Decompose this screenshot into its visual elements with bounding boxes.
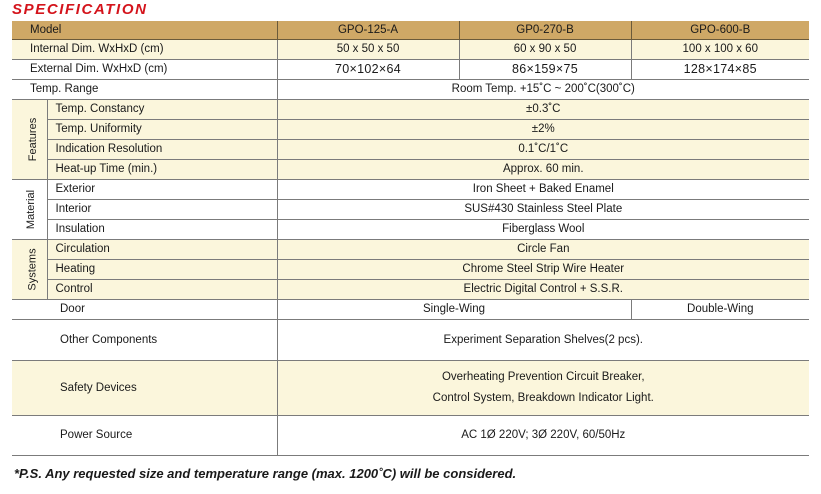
model-label: Model — [12, 21, 277, 40]
other-label: Other Components — [12, 320, 277, 361]
door-label: Door — [12, 300, 277, 320]
external-dim-row — [12, 60, 809, 80]
material-row — [12, 220, 809, 240]
temp-range-row — [12, 80, 809, 100]
systems-value: Circle Fan — [277, 240, 809, 260]
power-label: Power Source — [12, 416, 277, 456]
feature-row — [12, 100, 809, 120]
feature-row — [12, 140, 809, 160]
safety-value — [277, 361, 809, 416]
material-value: Iron Sheet + Baked Enamel — [277, 180, 809, 200]
other-row — [12, 320, 809, 361]
features-group — [12, 100, 47, 180]
material-label: Interior — [47, 200, 277, 220]
safety-row — [12, 361, 809, 416]
feature-value: ±2% — [277, 120, 809, 140]
material-value: Fiberglass Wool — [277, 220, 809, 240]
model-1: GPO-125-A — [277, 21, 459, 40]
feature-label: Indication Resolution — [47, 140, 277, 160]
door-row — [12, 300, 809, 320]
internal-dim-row — [12, 40, 809, 60]
other-value: Experiment Separation Shelves(2 pcs). — [277, 320, 809, 361]
feature-row — [12, 120, 809, 140]
external-dim-1: 70×102×64 — [277, 60, 459, 80]
systems-group-label: Systems — [26, 248, 39, 291]
external-dim-label: External Dim. WxHxD (cm) — [12, 60, 277, 80]
material-group — [12, 180, 47, 240]
model-3: GPO-600-B — [631, 21, 809, 40]
internal-dim-3: 100 x 100 x 60 — [631, 40, 809, 60]
feature-label: Temp. Constancy — [47, 100, 277, 120]
material-row — [12, 180, 809, 200]
power-value: AC 1Ø 220V; 3Ø 220V, 60/50Hz — [277, 416, 809, 456]
systems-value: Electric Digital Control + S.S.R. — [277, 280, 809, 300]
systems-row — [12, 260, 809, 280]
internal-dim-2: 60 x 90 x 50 — [459, 40, 631, 60]
systems-value: Chrome Steel Strip Wire Heater — [277, 260, 809, 280]
feature-value: ±0.3˚C — [277, 100, 809, 120]
safety-line-1: Overheating Prevention Circuit Breaker, — [441, 371, 645, 383]
feature-value: 0.1˚C/1˚C — [277, 140, 809, 160]
systems-label: Control — [47, 280, 277, 300]
door-single: Single-Wing — [277, 300, 631, 320]
internal-dim-1: 50 x 50 x 50 — [277, 40, 459, 60]
systems-label: Circulation — [47, 240, 277, 260]
external-dim-2: 86×159×75 — [459, 60, 631, 80]
power-row — [12, 416, 809, 456]
external-dim-3: 128×174×85 — [631, 60, 809, 80]
feature-label: Temp. Uniformity — [47, 120, 277, 140]
internal-dim-label: Internal Dim. WxHxD (cm) — [12, 40, 277, 60]
page-title: SPECIFICATION — [12, 1, 148, 18]
door-double: Double-Wing — [631, 300, 809, 320]
systems-row — [12, 280, 809, 300]
feature-value: Approx. 60 min. — [277, 160, 809, 180]
temp-range-value: Room Temp. +15˚C ~ 200˚C(300˚C) — [277, 80, 809, 100]
material-group-label: Material — [25, 189, 38, 230]
safety-line-2: Control System, Breakdown Indicator Light. — [432, 392, 654, 404]
material-label: Insulation — [47, 220, 277, 240]
safety-label: Safety Devices — [12, 361, 277, 416]
material-row — [12, 200, 809, 220]
material-value: SUS#430 Stainless Steel Plate — [277, 200, 809, 220]
spec-table — [12, 21, 809, 456]
systems-label: Heating — [47, 260, 277, 280]
features-group-label: Features — [27, 117, 40, 162]
header-row — [12, 21, 809, 40]
feature-label: Heat-up Time (min.) — [47, 160, 277, 180]
model-2: GP0-270-B — [459, 21, 631, 40]
temp-range-label: Temp. Range — [12, 80, 277, 100]
material-label: Exterior — [47, 180, 277, 200]
systems-group — [12, 240, 47, 300]
footnote: *P.S. Any requested size and temperature range (max. 1200˚C) will be considered. — [14, 466, 517, 481]
systems-row — [12, 240, 809, 260]
feature-row — [12, 160, 809, 180]
